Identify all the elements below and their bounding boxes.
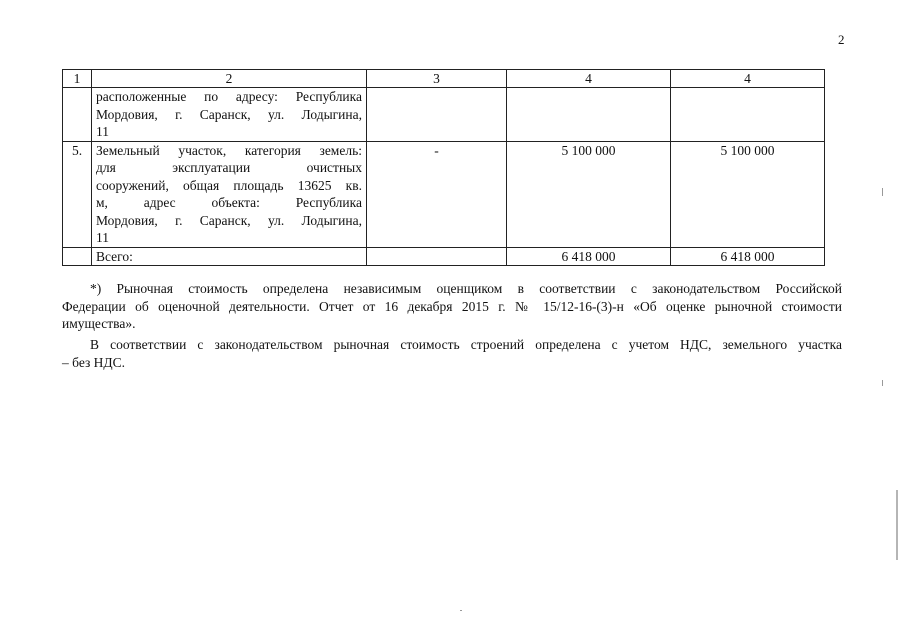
footnote-paragraph [62, 280, 842, 333]
footnote-line: Федерации об оценочной деятельности. Отчет от 16 декабря 2015 г. № 15/12-16-(3)-н «Об оценке рыночной стоимости [62, 298, 842, 314]
description-line: Земельный участок, категория земель: [96, 142, 362, 158]
total-col3 [367, 247, 507, 266]
table-row [63, 88, 825, 142]
scan-mark [460, 610, 462, 611]
vat-line: – без НДС. [62, 354, 126, 370]
row-col4 [507, 88, 671, 142]
row-col5: 5 100 000 [671, 141, 825, 247]
row-number [63, 88, 92, 142]
description-line: сооружений, общая площадь 13625 кв. [96, 177, 362, 193]
total-empty-cell [63, 247, 92, 266]
row-col5 [671, 88, 825, 142]
header-cell: 1 [63, 70, 92, 88]
description-line: 11 [96, 230, 109, 245]
vat-paragraph [62, 336, 842, 371]
description-line: для эксплуатации очистных [96, 160, 362, 175]
table-header-row [63, 70, 825, 88]
vat-line: В соответствии с законодательством рыночная стоимость строений определена с учетом НДС, земельного участка [90, 337, 842, 352]
description-line: Мордовия, г. Саранск, ул. Лодыгина, [96, 212, 362, 228]
assets-table [62, 69, 825, 266]
row-col4: 5 100 000 [507, 141, 671, 247]
description-line: м, адрес объекта: Республика [96, 195, 362, 210]
footnote-line: имущества». [62, 316, 136, 331]
description-line: Мордовия, г. Саранск, ул. Лодыгина, [96, 106, 362, 122]
header-cell: 3 [367, 70, 507, 88]
row-description [92, 88, 367, 142]
header-cell: 4 [671, 70, 825, 88]
page-number: 2 [838, 32, 845, 47]
total-label: Всего: [92, 247, 367, 266]
row-description [92, 141, 367, 247]
table-row [63, 141, 825, 247]
scan-mark [896, 490, 898, 560]
total-col4: 6 418 000 [507, 247, 671, 266]
total-col5: 6 418 000 [671, 247, 825, 266]
description-line: расположенные по адресу: Республика [96, 89, 362, 104]
scan-mark [882, 188, 883, 196]
header-cell: 4 [507, 70, 671, 88]
description-line: 11 [96, 124, 109, 139]
row-number: 5. [63, 141, 92, 247]
header-cell: 2 [92, 70, 367, 88]
footnote-line: *) Рыночная стоимость определена независимым оценщиком в соответствии с законодательством Российской [90, 281, 842, 296]
row-col3: - [367, 141, 507, 247]
scan-mark [882, 380, 883, 386]
total-row [63, 247, 825, 266]
row-col3 [367, 88, 507, 142]
